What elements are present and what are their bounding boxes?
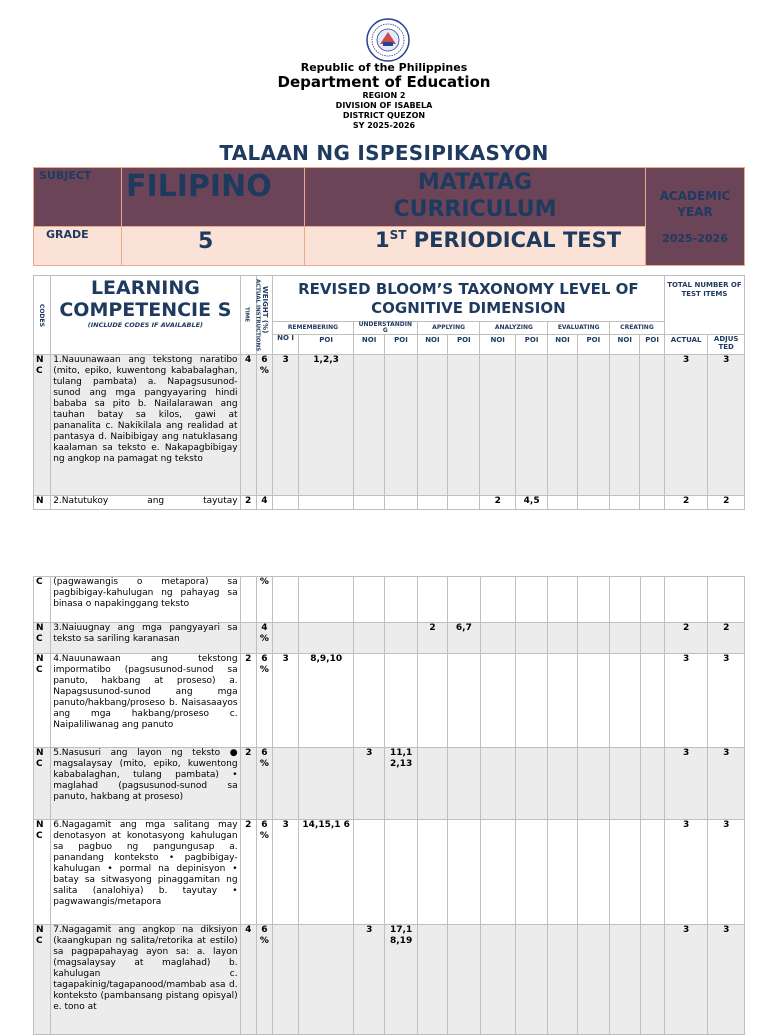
poi-header: POI	[640, 335, 664, 355]
row-ana-poi: 4,5	[515, 496, 547, 510]
row-und-noi: 3	[354, 925, 385, 1035]
subject-value-cell	[121, 167, 305, 227]
school-year-label: SY 2025-2026	[352, 121, 416, 130]
row-app-poi: 6,7	[448, 623, 480, 654]
row-competency: 1.Nauunawaan ang tekstong naratibo (mito, epiko, kuwentong kababalaghan, tulang pambata) a. Napagsusunod- sunod ang mga pangyayaring hindi bababa sa pito b. Nailalarawan ang tauhan batay sa kilos, gawi at pananalita c. Nakikilala ang realidad at pantasya d. Naibibigay ang natuklasang kaalaman sa teksto e. Nakapagbibigay ng angkop na pamagat ng teksto	[51, 355, 240, 496]
row-ana-noi: 2	[480, 496, 515, 510]
row-competency: 6.Nagagamit ang mga salitang may denotasyon at konotasyong kahulugan sa pagbuo ng pangungusap a. panandang konteksto • pagbibigay-kahulugan • pormal na depinisyon • batay sa sitwasyong pinaggamitan ng salita (analohiya) b. tayutay • pagwawangis/metapora	[51, 820, 240, 925]
poi-header: POI	[385, 335, 417, 355]
codes-header: CODES	[38, 303, 45, 327]
row-competency: 4.Nauunawaan ang tekstong impormatibo (pagsusunod-sunod sa panuto, hakbang at proseso) a. Napagsusunod-sunod ang mga panuto/hakbang/proseso b. Naisasaayos ang mga hakbang/proseso c. Naipaliliwanag ang panuto	[51, 654, 240, 748]
table-row	[34, 748, 745, 820]
row-competency: 5.Nasusuri ang layon ng teksto ● magsalaysay (mito, epiko, kuwentong kababalaghan, tulang pambata) • maglahad (pagsusunod-sunod sa panuto, hakbang at proseso)	[51, 748, 240, 820]
row-actual: 3	[664, 748, 708, 820]
level-applying: APPLYING	[417, 322, 480, 335]
actual-instruction-header: ACTUAL INSTRUCTIONS TIME	[243, 278, 261, 352]
test-name-cell	[304, 226, 646, 266]
row-weight: 6 %	[256, 748, 272, 820]
academic-year-cell	[645, 167, 745, 266]
lc-header: LEARNING COMPETENCIE S	[59, 277, 232, 321]
row-actual: 3	[664, 355, 708, 496]
table-row	[34, 355, 745, 496]
row-competency: 3.Naiuugnay ang mga pangyayari sa teksto sa sariling karanasan	[51, 623, 240, 654]
noi-header: NO I	[272, 335, 298, 355]
row-und-noi: 3	[354, 748, 385, 820]
row-rem-noi: 3	[272, 355, 298, 496]
subject-label-cell	[33, 167, 122, 227]
row-rem-poi: 1,2,3	[299, 355, 354, 496]
year-value: 2025-2026	[662, 232, 728, 245]
row-adjusted: 3	[708, 925, 745, 1035]
row-time: 2	[240, 654, 256, 748]
row-code: N C	[34, 654, 51, 748]
row-actual: 3	[664, 925, 708, 1035]
level-evaluating: EVALUATING	[548, 322, 610, 335]
actual-header: ACTUAL	[664, 335, 708, 355]
row-code: N	[34, 496, 51, 510]
row-weight: %	[256, 577, 272, 623]
noi-header: NOI	[610, 335, 640, 355]
row-code: C	[34, 577, 51, 623]
row-time: 4	[240, 355, 256, 496]
row-rem-poi: 14,15,1 6	[299, 820, 354, 925]
noi-header: NOI	[417, 335, 447, 355]
test-name-text: PERIODICAL TEST	[406, 228, 622, 252]
row-time: 4	[240, 925, 256, 1035]
row-rem-noi: 3	[273, 654, 299, 748]
level-creating: CREATING	[610, 322, 665, 335]
level-analyzing: ANALYZING	[480, 322, 548, 335]
row-app-noi: 2	[417, 623, 447, 654]
district-label: DISTRICT QUEZON	[342, 111, 426, 120]
republic-label: Republic of the Philippines	[300, 61, 468, 74]
row-rem-noi: 3	[273, 820, 299, 925]
level-remembering: REMEMBERING	[272, 322, 353, 335]
row-code: N C	[34, 355, 51, 496]
level-understanding: UNDERSTANDIN G	[353, 322, 417, 335]
table-row	[34, 577, 745, 623]
row-weight: 4	[256, 496, 272, 510]
noi-header: NOI	[353, 335, 384, 355]
row-adjusted: 2	[708, 496, 745, 510]
noi-header: NOI	[548, 335, 577, 355]
bloom-header: REVISED BLOOM’S TAXONOMY LEVEL OF COGNITIVE DIMENSION	[272, 276, 664, 322]
row-code: N C	[34, 623, 51, 654]
row-competency: (pagwawangis o metapora) sa pagbibigay-kahulugan ng pahayag sa binasa o napakinggang teksto	[51, 577, 240, 623]
row-weight: 6 %	[256, 355, 272, 496]
poi-header: POI	[515, 335, 547, 355]
row-actual: 2	[664, 623, 708, 654]
row-time: 2	[240, 820, 256, 925]
row-competency: 2.Natutukoy ang tayutay	[51, 496, 240, 510]
row-code: N C	[34, 925, 51, 1035]
region-label: REGION 2	[362, 91, 406, 100]
row-rem-poi: 8,9,10	[299, 654, 354, 748]
table-row	[34, 925, 745, 1035]
weight-header: WEIGHT (%)	[260, 286, 269, 334]
total-items-header: TOTAL NUMBER OF TEST ITEMS	[664, 276, 744, 335]
spec-table-top	[33, 275, 745, 510]
table-row	[34, 820, 745, 925]
deped-seal-icon	[366, 18, 410, 62]
lc-note: (INCLUDE CODES IF AVAILABLE)	[87, 321, 204, 329]
row-und-poi: 17,1 8,19	[385, 925, 417, 1035]
test-name	[305, 227, 645, 252]
row-und-poi: 11,1 2,13	[385, 748, 417, 820]
curriculum-cell	[304, 167, 646, 227]
poi-header: POI	[448, 335, 480, 355]
row-adjusted: 2	[708, 623, 745, 654]
curriculum-label: MATATAG CURRICULUM	[393, 170, 557, 222]
row-time: 2	[240, 748, 256, 820]
poi-header: POI	[577, 335, 609, 355]
subject-value: FILIPINO	[126, 169, 272, 204]
poi-header: POI	[299, 335, 354, 355]
division-label: DIVISION OF ISABELA	[335, 101, 433, 110]
spec-table-continued	[33, 576, 745, 1035]
row-adjusted: 3	[708, 820, 745, 925]
row-code: N C	[34, 748, 51, 820]
row-competency: 7.Nagagamit ang angkop na diksiyon (kaangkupan ng salita/retorika at estilo) sa pagpapahayag ayon sa: a. layon (magsalaysay at maglahad) b. kahulugan c. tagapakinig/tagapanood/mambab asa d. konteksto (pambansang pistang opisyal) e. tono at	[51, 925, 240, 1035]
table-row	[34, 496, 745, 510]
noi-header: NOI	[480, 335, 515, 355]
row-weight: 6 %	[256, 925, 272, 1035]
row-time: 2	[240, 496, 256, 510]
department-label: Department of Education	[277, 73, 491, 91]
academic-year-label: ACADEMIC YEAR	[659, 189, 731, 219]
table-row	[34, 654, 745, 748]
lc-header-cell	[51, 276, 240, 355]
row-weight: 4 %	[256, 623, 272, 654]
row-actual: 2	[664, 496, 708, 510]
subject-label: SUBJECT	[39, 169, 92, 182]
test-ordinal-sup: ST	[389, 228, 407, 242]
grade-label: GRADE	[46, 228, 89, 241]
grade-label-cell	[33, 226, 122, 266]
row-actual: 3	[664, 654, 708, 748]
grade-value-cell	[121, 226, 305, 266]
row-code: N C	[34, 820, 51, 925]
row-actual: 3	[664, 820, 708, 925]
grade-value: 5	[198, 229, 214, 254]
row-weight: 6 %	[256, 820, 272, 925]
page-title: TALAAN NG ISPESIPIKASYON	[219, 141, 549, 165]
row-adjusted: 3	[708, 654, 745, 748]
row-adjusted: 3	[708, 748, 745, 820]
adjusted-header: ADJUS TED	[708, 335, 745, 355]
test-ordinal: 1	[375, 228, 390, 252]
row-weight: 6 %	[256, 654, 272, 748]
table-row	[34, 623, 745, 654]
row-adjusted: 3	[708, 355, 745, 496]
